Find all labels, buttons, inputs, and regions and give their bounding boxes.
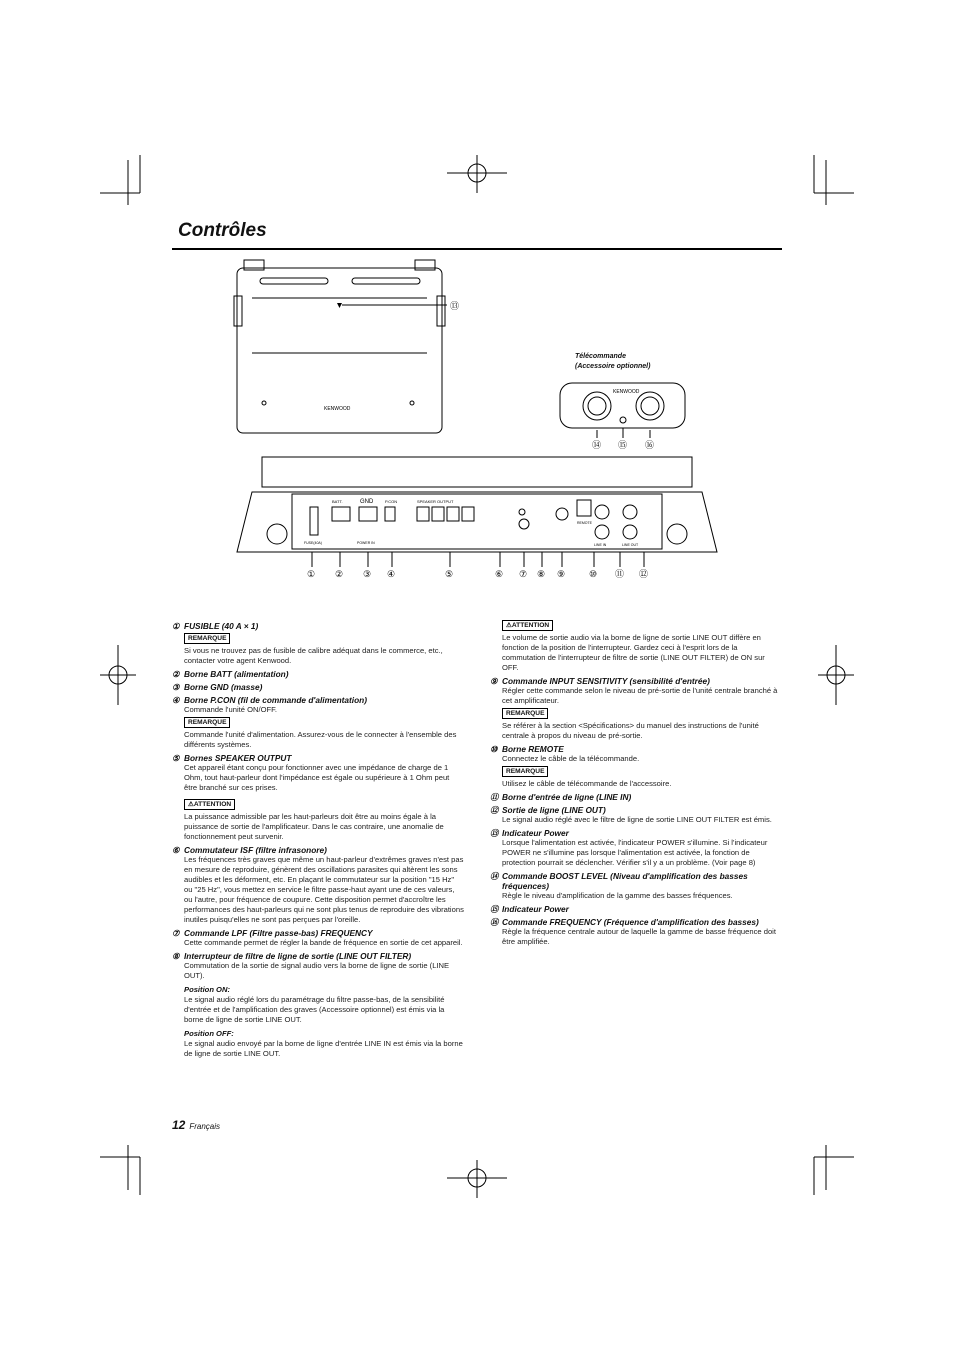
- item-16-heading: ⑯ Commande FREQUENCY (Fréquence d'amplification des basses): [490, 917, 759, 927]
- item-10-note: Utilisez le câble de télécommande de l'accessoire.: [502, 779, 672, 788]
- callout-14: ⑭: [592, 440, 602, 450]
- attention-tag: ⚠ATTENTION: [502, 620, 553, 631]
- item-13-heading: ⑬ Indicateur Power: [490, 828, 569, 838]
- item-4-heading: ④ Borne P.CON (fil de commande d'alimentation): [172, 695, 367, 705]
- callout-15: ⑮: [618, 440, 628, 450]
- page-footer: [172, 1118, 220, 1132]
- amplifier-top-view: [232, 258, 472, 438]
- item-15-heading: ⑮ Indicateur Power: [490, 904, 569, 914]
- note-tag: REMARQUE: [184, 633, 230, 644]
- item-13-text: Lorsque l'alimentation est activée, l'indicateur POWER s'illumine. Si l'indicateur POWER ne s'illumine pas lorsque l'alimentation est activée, la fonction de protection pourrait se déclencher. Vérifier s'il y a un problème. (Voir page 8): [502, 838, 768, 867]
- callout-9: ⑨: [557, 569, 566, 579]
- item-10-heading: ⑩ Borne REMOTE: [490, 744, 564, 754]
- position-off-heading: Position OFF:: [184, 1029, 234, 1038]
- label-line-out: LINE OUT: [622, 543, 639, 547]
- attention-text: Le volume de sortie audio via la borne de ligne de sortie LINE OUT diffère en fonction de la position de l'interrupteur. Gardez ceci à l'esprit lors de la commutation de l'interrupteur de filtre de sortie (LINE OUT FILTER) de ON sur OFF.: [502, 633, 765, 672]
- item-11-heading: ⑪ Borne d'entrée de ligne (LINE IN): [490, 792, 632, 802]
- item-5-heading: ⑤ Bornes SPEAKER OUTPUT: [172, 753, 292, 763]
- item-9-note: Se référer à la section <Spécifications> du manuel des instructions de l'unité centrale à propos du niveau de pré-sortie.: [502, 721, 759, 740]
- item-5-note: La puissance admissible par les haut-parleurs doit être au moins égale à la puissance de sortie de l'amplificateur. Dans le cas contraire, une anomalie de fonctionnement peut survenir.: [184, 812, 444, 841]
- left-column: [172, 618, 464, 1059]
- item-16-text: Règle la fréquence centrale autour de laquelle la gamme de basse fréquence doit être amplifiée.: [502, 927, 776, 946]
- item-2-heading: ② Borne BATT (alimentation): [172, 669, 289, 679]
- callout-5: ⑤: [445, 569, 454, 579]
- remote-illustration: [555, 378, 695, 453]
- position-on-text: Le signal audio réglé lors du paramétrage du filtre passe-bas, de la sensibilité d'entrée et de l'amplification des graves (Accessoire optionnel) est émis via la borne de ligne de sortie LINE OUT.: [184, 995, 445, 1024]
- callout-1: ①: [307, 569, 316, 579]
- label-fuse: FUSE(40A): [304, 541, 322, 545]
- callout-12: ⑫: [639, 569, 649, 579]
- item-8-text: Commutation de la sortie de signal audio vers la borne de ligne de sortie (LINE OUT).: [184, 961, 450, 980]
- callout-8: ⑧: [537, 569, 546, 579]
- attention-tag: ⚠ATTENTION: [184, 799, 235, 810]
- label-speaker-output: SPEAKER OUTPUT: [417, 499, 454, 504]
- callout-3: ③: [363, 569, 372, 579]
- item-6-heading: ⑥ Commutateur ISF (filtre infrasonore): [172, 845, 327, 855]
- item-10-text: Connectez le câble de la télécommande.: [502, 754, 640, 763]
- callout-7: ⑦: [519, 569, 528, 579]
- item-4-text: Commande l'unité ON/OFF.: [184, 705, 278, 714]
- item-6-text: Les fréquences très graves que même un haut-parleur d'extrêmes graves n'est pas en mesure de reproduire, génèrent des oscillations parasites qui altèrent les sons audibles et les déforment, etc. En plaçant le commutateur sur la position "15 Hz" ou "25 Hz", vous mettez en service le filtre passe-haut ayant une de ces valeurs, ou l'autre, pour fréquence de coupure. Cette disposition permet d'accroître les performances des haut-parleurs qui ne sont plus tenus de reproduire des vibrations inutiles puisqu'elles ne sont pas perçues par l'oreille.: [184, 855, 464, 924]
- item-7-heading: ⑦ Commande LPF (Filtre passe-bas) FREQUENCY: [172, 928, 373, 938]
- callout-10: ⑩: [589, 569, 598, 579]
- item-3-heading: ③ Borne GND (masse): [172, 682, 263, 692]
- label-gnd: GND: [360, 499, 374, 505]
- page-title: Contrôles: [178, 220, 267, 241]
- brand-label: KENWOOD: [324, 406, 351, 412]
- item-5-text: Cet appareil étant conçu pour fonctionner avec une impédance de charge de 1 Ohm, tout haut-parleur dont l'impédance est égale ou supérieure à 1 Ohm peut être branché sur ces prises.: [184, 763, 450, 792]
- callout-2: ②: [335, 569, 344, 579]
- page-number: 12: [172, 1118, 186, 1132]
- item-1-note: Si vous ne trouvez pas de fusible de calibre adéquat dans le commerce, etc., contacter votre agent Kenwood.: [184, 646, 443, 665]
- position-off-text: Le signal audio envoyé par la borne de ligne d'entrée LINE IN est émis via la borne de ligne de sortie LINE OUT.: [184, 1039, 463, 1058]
- item-14-heading: ⑭ Commande BOOST LEVEL (Niveau d'amplification des basses fréquences): [490, 871, 748, 891]
- item-7-text: Cette commande permet de régler la bande de fréquence en sortie de cet appareil.: [184, 938, 463, 947]
- note-tag: REMARQUE: [502, 708, 548, 719]
- right-column: [490, 618, 782, 947]
- item-9-heading: ⑨ Commande INPUT SENSITIVITY (sensibilité d'entrée): [490, 676, 710, 686]
- item-8-heading: ⑧ Interrupteur de filtre de ligne de sortie (LINE OUT FILTER): [172, 951, 412, 961]
- item-12-text: Le signal audio réglé avec le filtre de ligne de sortie LINE OUT FILTER est émis.: [502, 815, 772, 824]
- item-9-text: Régler cette commande selon le niveau de pré-sortie de l'unité centrale branché à cet amplificateur.: [502, 686, 778, 705]
- label-line-in: LINE IN: [594, 543, 607, 547]
- item-4-note: Commande l'unité d'alimentation. Assurez-vous de le connecter à l'ensemble des différents systèmes.: [184, 730, 457, 749]
- item-12-heading: ⑫ Sortie de ligne (LINE OUT): [490, 805, 606, 815]
- callout-6: ⑥: [495, 569, 504, 579]
- note-tag: REMARQUE: [184, 717, 230, 728]
- title-rule: [172, 248, 782, 250]
- callout-4: ④: [387, 569, 396, 579]
- callout-13: ⑬: [450, 301, 460, 311]
- position-on-heading: Position ON:: [184, 985, 230, 994]
- label-power-in: POWER IN: [357, 541, 375, 545]
- callout-11: ⑪: [615, 569, 625, 579]
- page-language: Français: [189, 1122, 221, 1131]
- item-1-heading: ① FUSIBLE (40 A × 1): [172, 621, 259, 631]
- label-batt: BATT.: [332, 499, 343, 504]
- label-pcon: P.CON: [385, 499, 398, 504]
- label-remote: REMOTE: [577, 521, 592, 525]
- remote-caption: Télécommande (Accessoire optionnel): [575, 353, 651, 370]
- callout-16: ⑯: [645, 440, 655, 450]
- amplifier-side-panel: [232, 452, 722, 587]
- item-14-text: Règle le niveau d'amplification de la gamme des basses fréquences.: [502, 891, 733, 900]
- note-tag: REMARQUE: [502, 766, 548, 777]
- remote-brand: KENWOOD: [613, 389, 640, 395]
